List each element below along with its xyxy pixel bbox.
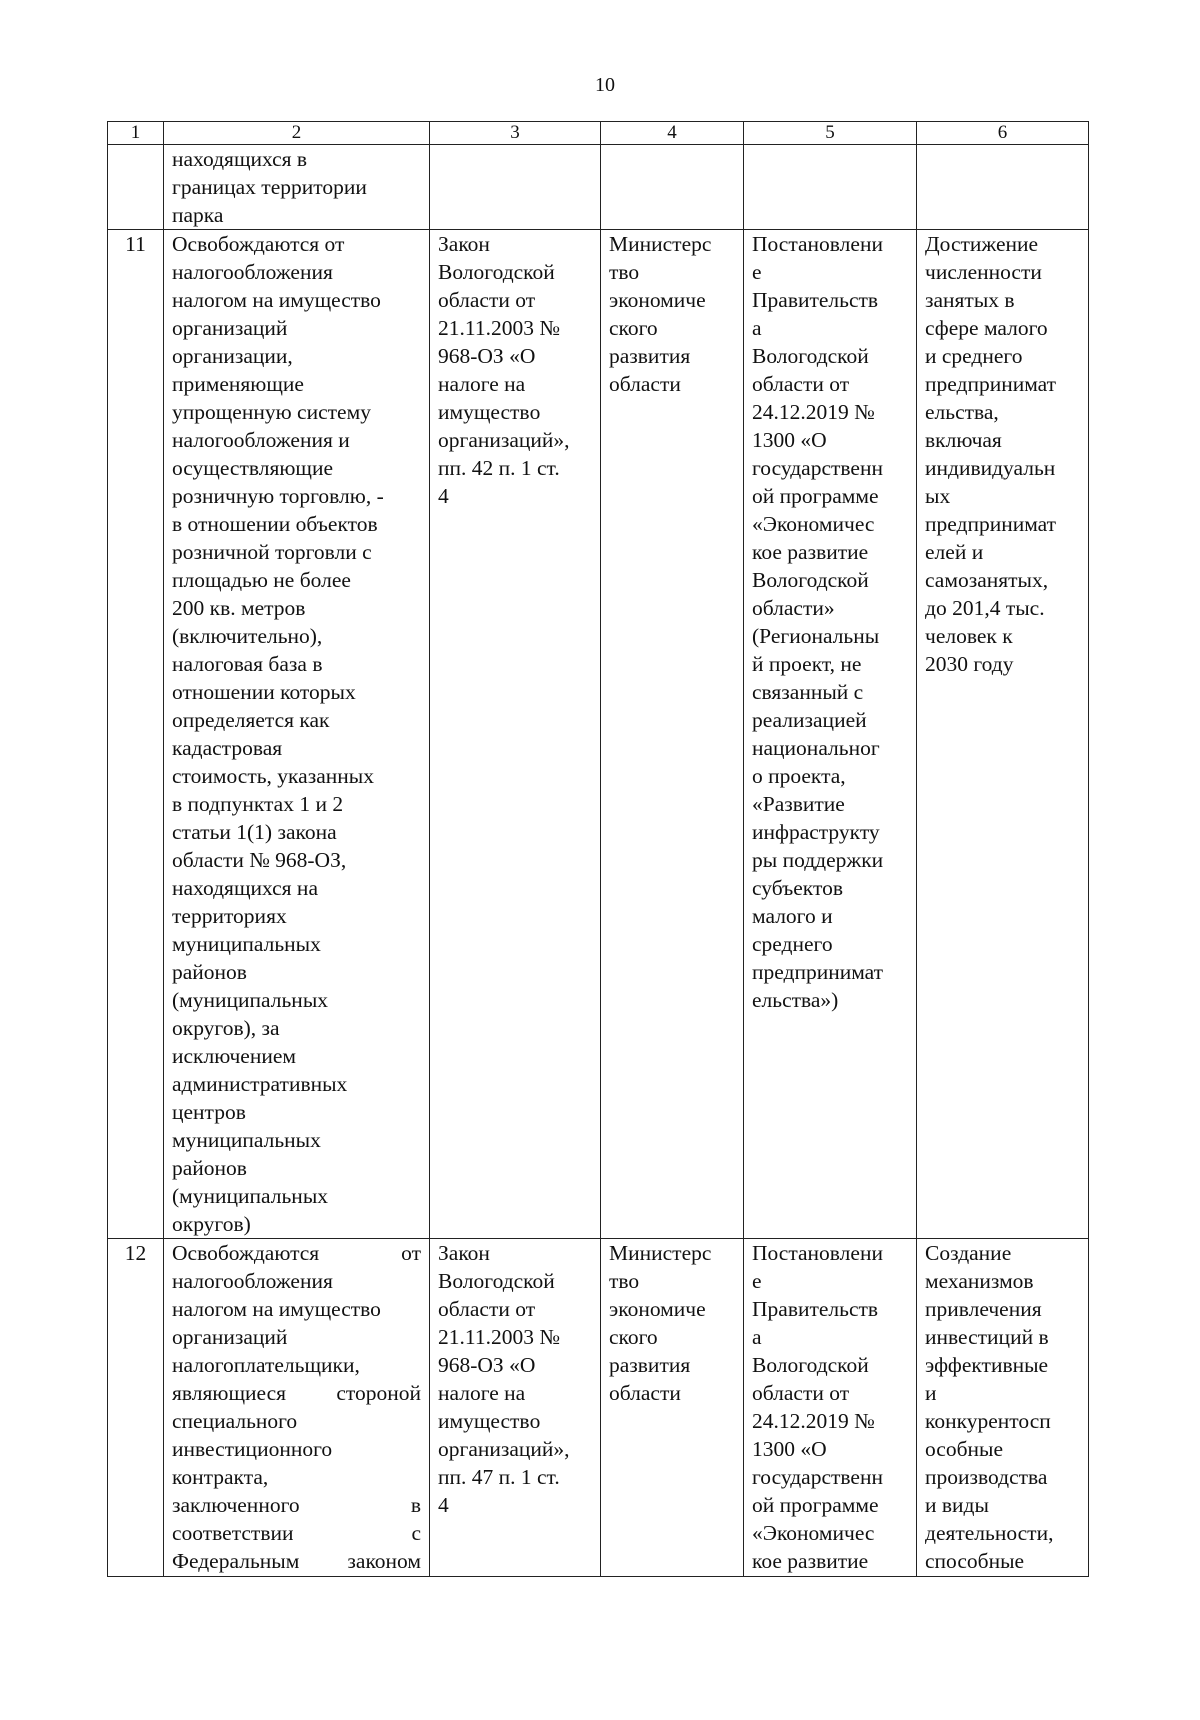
text-line — [172, 1435, 421, 1463]
table-row-continuation — [108, 145, 1089, 230]
description-cell — [164, 1239, 430, 1577]
text-word: с — [411, 1521, 421, 1545]
page-number: 10 — [595, 74, 615, 96]
text-word: от — [401, 1241, 421, 1265]
text-line — [172, 1407, 421, 1435]
text-line — [172, 1351, 421, 1379]
program-cell: Постановлени е Правительств а Вологодской области от 24.12.2019 № 1300 «О государственн ой программе «Экономичес кое развитие — [744, 1239, 917, 1577]
text-line — [172, 1239, 421, 1267]
law-cell: Закон Вологодской области от 21.11.2003 № 968-ОЗ «О налоге на имуществo организаций», пп. 47 п. 1 ст. 4 — [430, 1239, 601, 1577]
text-line — [172, 1267, 421, 1295]
ministry-cell: Министерс тво экономиче ского развития области — [601, 1239, 744, 1577]
text-word: Федеральным — [172, 1549, 300, 1573]
program-cell: Постановлени е Правительств а Вологодской области от 24.12.2019 № 1300 «О государственн ой программе «Экономичес кое развитие Вологодской области» (Региональны й проект, не связанный с реализацией национальног о проекта, «Развитие инфраструкту ры поддержки субъектов малого и среднего предпринимат ельства») — [744, 230, 917, 1239]
text-line — [172, 1463, 421, 1491]
goal-cell: Достижение численности занятых в сфере малого и среднего предпринимат ельства, включая индивидуальн ых предпринимат елей и самозанятых, до 201,4 тыс. человек к 2030 году — [917, 230, 1089, 1239]
text-word: организаций — [172, 1325, 288, 1349]
goal-cell: Создание механизмов привлечения инвестиций в эффективные и конкурентосп особные производства и виды деятельности, способные — [917, 1239, 1089, 1577]
column-header: 6 — [917, 122, 1089, 145]
text-line — [172, 1519, 421, 1547]
text-line — [172, 1547, 421, 1575]
text-word: заключенного — [172, 1493, 300, 1517]
column-header: 4 — [601, 122, 744, 145]
column-header: 1 — [108, 122, 164, 145]
text-word: налогоплательщики, — [172, 1353, 360, 1377]
text-word: инвестиционного — [172, 1437, 333, 1461]
text-line — [172, 1323, 421, 1351]
text-word: Освобождаются — [172, 1241, 320, 1265]
law-cell: Закон Вологодской области от 21.11.2003 № 968-ОЗ «О налоге на имуществo организаций», пп. 42 п. 1 ст. 4 — [430, 230, 601, 1239]
benefits-table — [107, 121, 1089, 1577]
column-header: 5 — [744, 122, 917, 145]
text-word: в — [410, 1493, 421, 1517]
text-line — [172, 1491, 421, 1519]
text-word: стороной — [336, 1381, 421, 1405]
text-word: законом — [347, 1549, 421, 1573]
text-line — [172, 1379, 421, 1407]
text-word: налогообложения — [172, 1269, 333, 1293]
goal-cell — [917, 145, 1089, 230]
description-cell: находящихся в границах территории парка — [164, 145, 430, 230]
text-word: соответствии — [172, 1521, 294, 1545]
column-header: 3 — [430, 122, 601, 145]
num-cell — [108, 145, 164, 230]
text-word: специального — [172, 1409, 298, 1433]
table-header-row — [108, 122, 1089, 145]
column-header: 2 — [164, 122, 430, 145]
text-line — [172, 1295, 421, 1323]
text-word: контракта, — [172, 1465, 269, 1489]
table-row — [108, 1239, 1089, 1577]
program-cell — [744, 145, 917, 230]
table-row — [108, 230, 1089, 1239]
num-cell: 12 — [108, 1239, 164, 1577]
text-word: являющиеся — [172, 1381, 287, 1405]
num-cell: 11 — [108, 230, 164, 1239]
text-word: налогом на имущество — [172, 1297, 381, 1321]
ministry-cell: Министерс тво экономиче ского развития области — [601, 230, 744, 1239]
ministry-cell — [601, 145, 744, 230]
law-cell — [430, 145, 601, 230]
description-cell: Освобождаются от налогообложения налогом на имущество организаций организации, применяющие упрощенную систему налогообложения и осуществляющие розничную торговлю, - в отношении объектов розничной торговли с площадью не более 200 кв. метров (включительно), налоговая база в отношении которых определяется как кадастровая стоимость, указанных в подпунктах 1 и 2 статьи 1(1) закона области № 968-ОЗ, находящихся на территориях муниципальных районов (муниципальных округов), за исключением административных центров муниципальных районов (муниципальных округов) — [164, 230, 430, 1239]
